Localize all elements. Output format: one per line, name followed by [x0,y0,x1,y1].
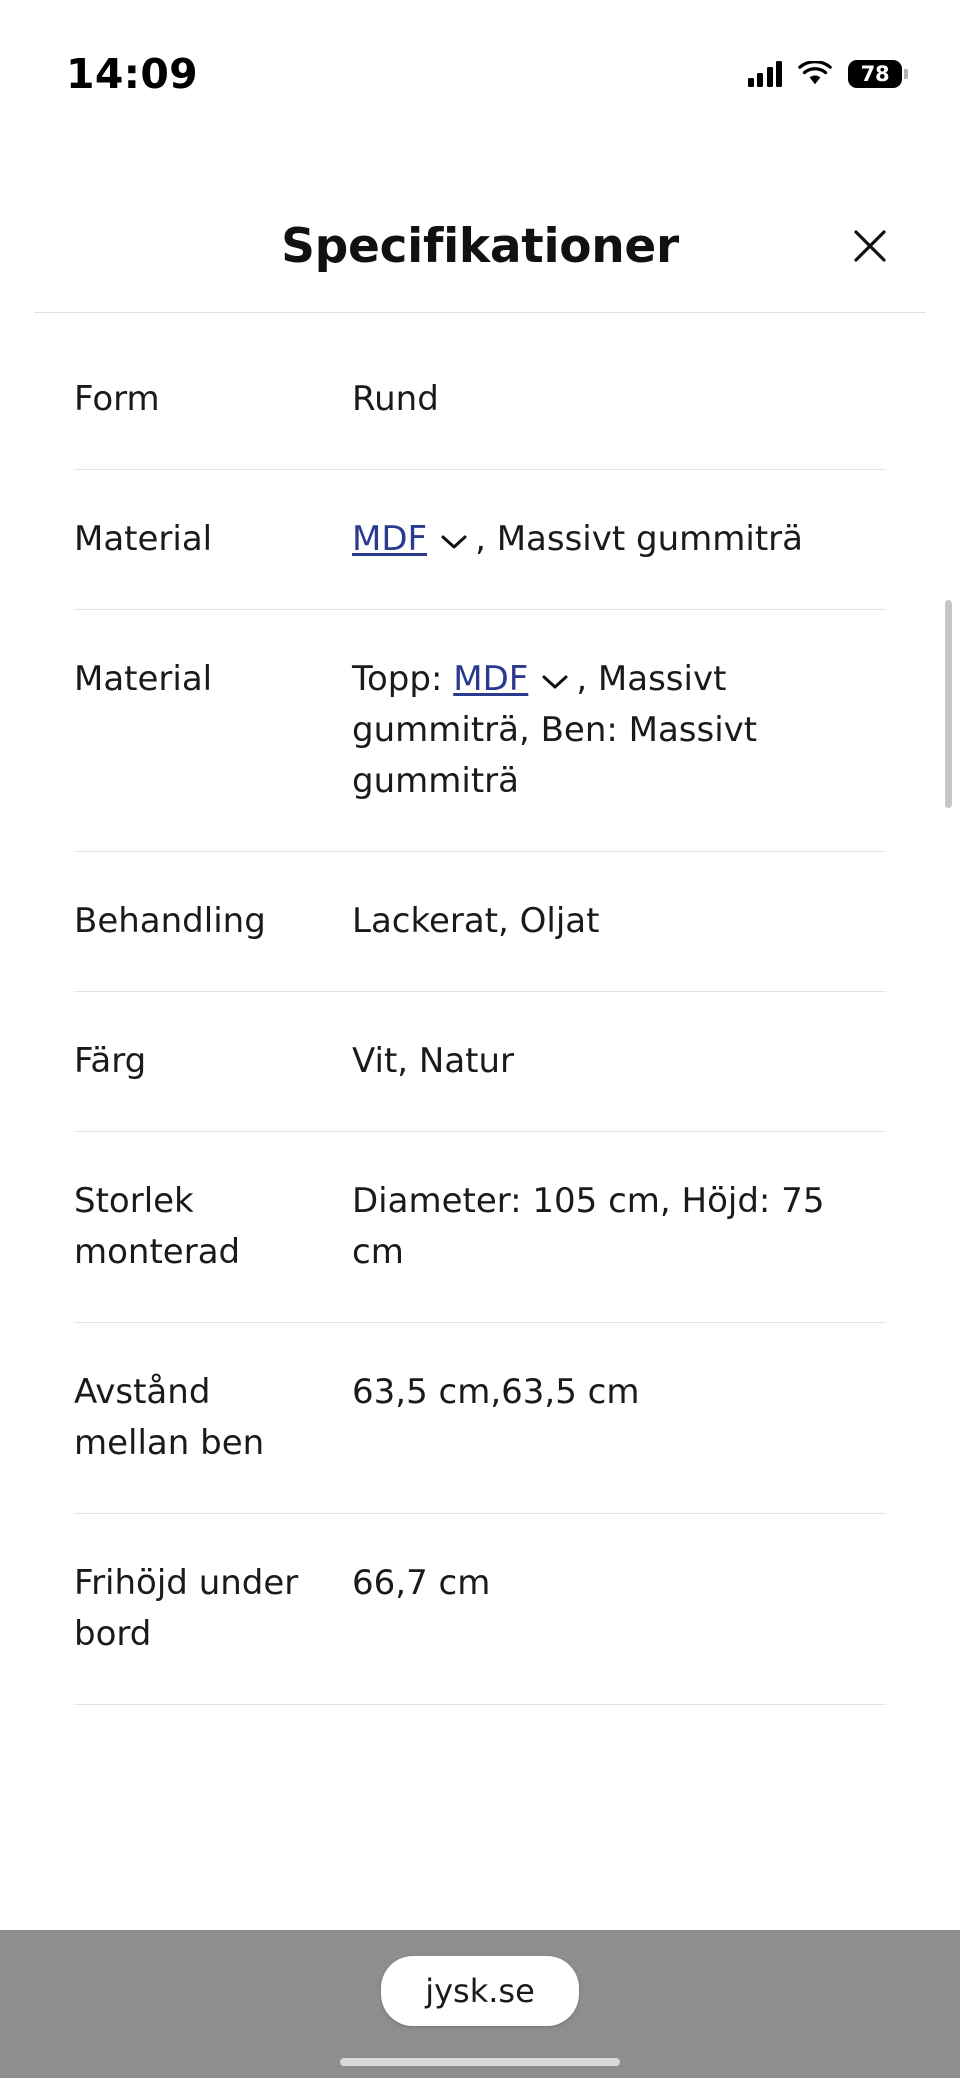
spec-value: Rund [352,379,439,419]
spec-value: Diameter: 105 cm, Höjd: 75 cm [352,1181,825,1272]
header-divider [34,312,926,313]
page-title: Specifikationer [281,218,679,274]
spec-label: Form [74,379,160,419]
spec-value-prefix: Topp: [352,659,454,699]
status-bar [0,0,960,118]
status-time: 14:09 [66,50,199,98]
spec-value-suffix: , Massivt gummiträ [475,519,803,559]
scrollbar-thumb[interactable] [945,600,952,808]
table-row [74,470,886,610]
spec-value: 66,7 cm [352,1563,491,1603]
wifi-icon [798,61,832,87]
close-button[interactable] [842,218,898,274]
spec-value [352,654,886,807]
spec-value: 63,5 cm,63,5 cm [352,1372,640,1412]
spec-label: Storlek monterad [74,1181,241,1272]
material-link[interactable]: MDF [352,519,428,559]
table-row [74,852,886,992]
url-text: jysk.se [425,1972,535,2010]
spec-label: Färg [74,1041,147,1081]
table-row [74,1514,886,1705]
material-link[interactable]: MDF [453,659,529,699]
browser-bottom-bar [0,1930,960,2078]
chevron-down-icon[interactable] [439,532,469,552]
spec-value-suffix: , Massivt gummiträ, Ben: Massivt gummiträ [352,659,758,801]
spec-value [352,514,886,565]
table-row [74,610,886,852]
spec-label: Avstånd mellan ben [74,1372,265,1463]
status-indicators [748,60,903,88]
cellular-signal-icon [748,61,783,87]
spec-label: Frihöjd under bord [74,1563,299,1654]
close-icon [850,226,890,266]
table-row [74,330,886,470]
table-row [74,1323,886,1514]
chevron-down-icon[interactable] [540,672,570,692]
spec-value: Vit, Natur [352,1041,515,1081]
table-row [74,992,886,1132]
table-row [74,1132,886,1323]
battery-icon [848,60,902,88]
spec-label: Behandling [74,901,266,941]
specifications-list [0,330,960,1705]
spec-value: Lackerat, Oljat [352,901,600,941]
url-bar[interactable] [381,1956,579,2026]
sheet-header [0,180,960,312]
home-indicator [340,2058,620,2066]
spec-label: Material [74,519,213,559]
battery-level: 78 [860,62,890,86]
spec-label: Material [74,659,213,699]
